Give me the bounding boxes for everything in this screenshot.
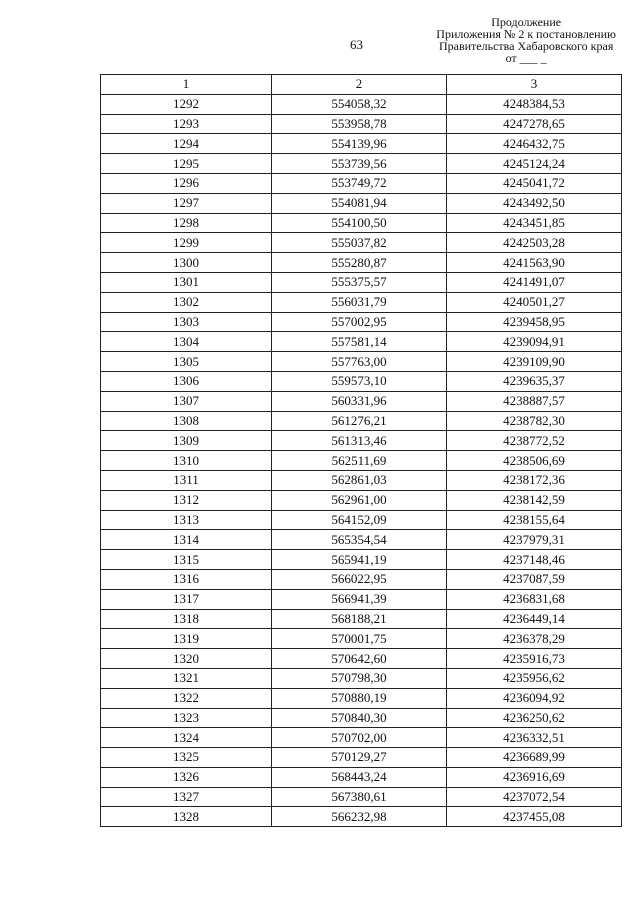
x-coordinate-cell: 570129,27: [272, 748, 447, 768]
y-coordinate-cell: 4237072,54: [447, 787, 622, 807]
x-coordinate-cell: 557763,00: [272, 352, 447, 372]
y-coordinate-cell: 4239635,37: [447, 371, 622, 391]
table-header-row: [101, 75, 622, 95]
point-number-cell: 1319: [101, 629, 272, 649]
table-row: [101, 332, 622, 352]
y-coordinate-cell: 4238772,52: [447, 431, 622, 451]
column-header-2: 2: [272, 75, 447, 95]
y-coordinate-cell: 4238155,64: [447, 510, 622, 530]
x-coordinate-cell: 565941,19: [272, 550, 447, 570]
appendix-header: [436, 16, 616, 64]
header-line-government: Правительства Хабаровского края: [438, 39, 614, 53]
point-number-cell: 1321: [101, 668, 272, 688]
table-row: [101, 688, 622, 708]
table-row: [101, 470, 622, 490]
y-coordinate-cell: 4239094,91: [447, 332, 622, 352]
table-row: [101, 569, 622, 589]
point-number-cell: 1314: [101, 530, 272, 550]
table-row: [101, 213, 622, 233]
table-row: [101, 233, 622, 253]
point-number-cell: 1312: [101, 490, 272, 510]
y-coordinate-cell: 4236449,14: [447, 609, 622, 629]
y-coordinate-cell: 4236378,29: [447, 629, 622, 649]
point-number-cell: 1323: [101, 708, 272, 728]
point-number-cell: 1294: [101, 134, 272, 154]
x-coordinate-cell: 568443,24: [272, 767, 447, 787]
y-coordinate-cell: 4238506,69: [447, 451, 622, 471]
column-header-1: 1: [101, 75, 272, 95]
point-number-cell: 1320: [101, 649, 272, 669]
point-number-cell: 1293: [101, 114, 272, 134]
table-row: [101, 550, 622, 570]
point-number-cell: 1292: [101, 94, 272, 114]
table-row: [101, 173, 622, 193]
point-number-cell: 1308: [101, 411, 272, 431]
y-coordinate-cell: 4237148,46: [447, 550, 622, 570]
point-number-cell: 1327: [101, 787, 272, 807]
table-row: [101, 154, 622, 174]
header-line-continuation: Продолжение: [491, 15, 562, 29]
page-number: 63: [350, 37, 363, 52]
point-number-cell: 1295: [101, 154, 272, 174]
x-coordinate-cell: 570798,30: [272, 668, 447, 688]
point-number-cell: 1316: [101, 569, 272, 589]
table-row: [101, 371, 622, 391]
point-number-cell: 1301: [101, 272, 272, 292]
y-coordinate-cell: 4243451,85: [447, 213, 622, 233]
point-number-cell: 1300: [101, 253, 272, 273]
x-coordinate-cell: 566022,95: [272, 569, 447, 589]
x-coordinate-cell: 565354,54: [272, 530, 447, 550]
x-coordinate-cell: 570840,30: [272, 708, 447, 728]
x-coordinate-cell: 554081,94: [272, 193, 447, 213]
x-coordinate-cell: 557581,14: [272, 332, 447, 352]
y-coordinate-cell: 4237087,59: [447, 569, 622, 589]
x-coordinate-cell: 562861,03: [272, 470, 447, 490]
y-coordinate-cell: 4238887,57: [447, 391, 622, 411]
y-coordinate-cell: 4236689,99: [447, 748, 622, 768]
point-number-cell: 1299: [101, 233, 272, 253]
y-coordinate-cell: 4237979,31: [447, 530, 622, 550]
y-coordinate-cell: 4236332,51: [447, 728, 622, 748]
point-number-cell: 1328: [101, 807, 272, 827]
x-coordinate-cell: 564152,09: [272, 510, 447, 530]
point-number-cell: 1307: [101, 391, 272, 411]
x-coordinate-cell: 567380,61: [272, 787, 447, 807]
y-coordinate-cell: 4246432,75: [447, 134, 622, 154]
point-number-cell: 1304: [101, 332, 272, 352]
table-row: [101, 629, 622, 649]
table-row: [101, 510, 622, 530]
table-row: [101, 352, 622, 372]
x-coordinate-cell: 570642,60: [272, 649, 447, 669]
x-coordinate-cell: 554100,50: [272, 213, 447, 233]
y-coordinate-cell: 4248384,53: [447, 94, 622, 114]
point-number-cell: 1318: [101, 609, 272, 629]
x-coordinate-cell: 570001,75: [272, 629, 447, 649]
x-coordinate-cell: 566941,39: [272, 589, 447, 609]
table-row: [101, 94, 622, 114]
point-number-cell: 1306: [101, 371, 272, 391]
y-coordinate-cell: 4239458,95: [447, 312, 622, 332]
table-row: [101, 767, 622, 787]
table-row: [101, 589, 622, 609]
point-number-cell: 1317: [101, 589, 272, 609]
table-row: [101, 807, 622, 827]
table-row: [101, 391, 622, 411]
table-row: [101, 292, 622, 312]
x-coordinate-cell: 555280,87: [272, 253, 447, 273]
x-coordinate-cell: 561313,46: [272, 431, 447, 451]
x-coordinate-cell: 553739,56: [272, 154, 447, 174]
y-coordinate-cell: 4235916,73: [447, 649, 622, 669]
table-row: [101, 787, 622, 807]
x-coordinate-cell: 553749,72: [272, 173, 447, 193]
y-coordinate-cell: 4242503,28: [447, 233, 622, 253]
x-coordinate-cell: 568188,21: [272, 609, 447, 629]
table-row: [101, 312, 622, 332]
x-coordinate-cell: 570880,19: [272, 688, 447, 708]
table-row: [101, 272, 622, 292]
x-coordinate-cell: 562511,69: [272, 451, 447, 471]
point-number-cell: 1313: [101, 510, 272, 530]
y-coordinate-cell: 4241491,07: [447, 272, 622, 292]
point-number-cell: 1297: [101, 193, 272, 213]
y-coordinate-cell: 4243492,50: [447, 193, 622, 213]
x-coordinate-cell: 570702,00: [272, 728, 447, 748]
x-coordinate-cell: 554058,32: [272, 94, 447, 114]
y-coordinate-cell: 4245124,24: [447, 154, 622, 174]
point-number-cell: 1311: [101, 470, 272, 490]
x-coordinate-cell: 554139,96: [272, 134, 447, 154]
y-coordinate-cell: 4238142,59: [447, 490, 622, 510]
table-row: [101, 411, 622, 431]
point-number-cell: 1309: [101, 431, 272, 451]
table-row: [101, 728, 622, 748]
x-coordinate-cell: 562961,00: [272, 490, 447, 510]
table-row: [101, 490, 622, 510]
table-row: [101, 708, 622, 728]
point-number-cell: 1326: [101, 767, 272, 787]
x-coordinate-cell: 561276,21: [272, 411, 447, 431]
y-coordinate-cell: 4247278,65: [447, 114, 622, 134]
table-body: [101, 94, 622, 826]
x-coordinate-cell: 555037,82: [272, 233, 447, 253]
table-row: [101, 451, 622, 471]
x-coordinate-cell: 556031,79: [272, 292, 447, 312]
point-number-cell: 1322: [101, 688, 272, 708]
table-row: [101, 253, 622, 273]
y-coordinate-cell: 4238782,30: [447, 411, 622, 431]
table-row: [101, 609, 622, 629]
point-number-cell: 1298: [101, 213, 272, 233]
y-coordinate-cell: 4236094,92: [447, 688, 622, 708]
y-coordinate-cell: 4245041,72: [447, 173, 622, 193]
x-coordinate-cell: 560331,96: [272, 391, 447, 411]
x-coordinate-cell: 557002,95: [272, 312, 447, 332]
x-coordinate-cell: 566232,98: [272, 807, 447, 827]
point-number-cell: 1296: [101, 173, 272, 193]
table-row: [101, 193, 622, 213]
y-coordinate-cell: 4240501,27: [447, 292, 622, 312]
y-coordinate-cell: 4236250,62: [447, 708, 622, 728]
column-header-3: 3: [447, 75, 622, 95]
coordinates-table: [100, 74, 622, 827]
x-coordinate-cell: 559573,10: [272, 371, 447, 391]
point-number-cell: 1302: [101, 292, 272, 312]
point-number-cell: 1315: [101, 550, 272, 570]
table-row: [101, 530, 622, 550]
point-number-cell: 1305: [101, 352, 272, 372]
table-row: [101, 431, 622, 451]
table-row: [101, 649, 622, 669]
x-coordinate-cell: 555375,57: [272, 272, 447, 292]
x-coordinate-cell: 553958,78: [272, 114, 447, 134]
point-number-cell: 1310: [101, 451, 272, 471]
point-number-cell: 1303: [101, 312, 272, 332]
y-coordinate-cell: 4239109,90: [447, 352, 622, 372]
point-number-cell: 1324: [101, 728, 272, 748]
header-line-appendix: Приложения № 2 к постановлению: [436, 27, 616, 41]
y-coordinate-cell: 4236916,69: [447, 767, 622, 787]
y-coordinate-cell: 4241563,90: [447, 253, 622, 273]
table-row: [101, 748, 622, 768]
table-row: [101, 134, 622, 154]
y-coordinate-cell: 4235956,62: [447, 668, 622, 688]
table-row: [101, 114, 622, 134]
table-row: [101, 668, 622, 688]
y-coordinate-cell: 4236831,68: [447, 589, 622, 609]
y-coordinate-cell: 4237455,08: [447, 807, 622, 827]
y-coordinate-cell: 4238172,36: [447, 470, 622, 490]
point-number-cell: 1325: [101, 748, 272, 768]
header-line-date: от ___ _: [505, 51, 547, 65]
